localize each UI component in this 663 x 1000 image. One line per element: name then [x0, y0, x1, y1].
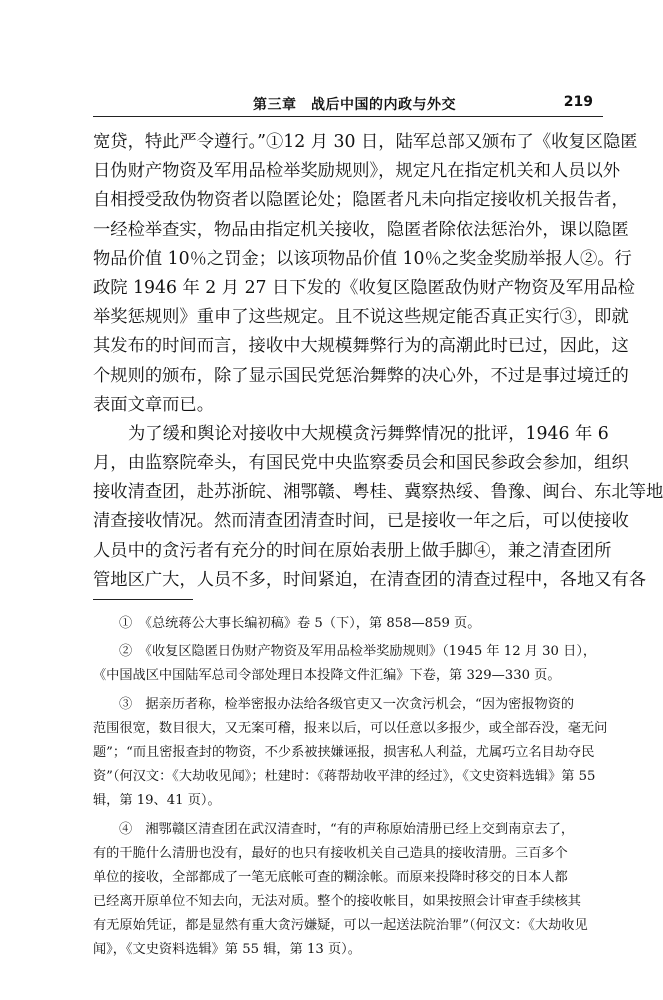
- footnote-line: 资”（何汉文：《大劫收见闻》；杜建时：《蒋帮劫收平津的经过》，《文史资料选辑》第 55: [93, 769, 596, 785]
- page-number: 219: [563, 94, 593, 110]
- text-line: 举奖惩规则》重申了这些规定。且不说这些规定能否真正实行③，即就: [93, 307, 629, 328]
- text-line: 其发布的时间而言，接收中大规模舞弊行为的高潮此时已过，因此，这: [93, 336, 629, 357]
- footnote-4: [93, 818, 603, 963]
- footnote-line: 有无原始凭证，都是显然有重大贪污嫌疑，可以一起送法院治罪”（何汉文：《大劫收见: [93, 918, 588, 934]
- footnote-2: [93, 640, 603, 688]
- footnote-line: 闻》，《文史资料选辑》第 55 辑，第 13 页）。: [93, 942, 361, 958]
- text-line: 物品价值 10％之罚金；以该项物品价值 10％之奖金奖励举报人②。行: [93, 248, 632, 269]
- text-line: 日伪财产物资及军用品检举奖励规则》，规定凡在指定机关和人员以外: [93, 161, 621, 182]
- text-line: 一经检举查实，物品由指定机关接收，隐匿者除依法惩治外，课以隐匿: [93, 219, 629, 240]
- footnote-line: ② 《收复区隐匿日伪财产物资及军用品检举奖励规则》（1945 年 12 月 30 日），: [119, 644, 597, 660]
- footnote-line: 单位的接收，全部都成了一笔无底帐可查的糊涂帐。而原来投降时移交的日本人都: [93, 869, 568, 885]
- footnote-line: ① 《总统蒋公大事长编初稿》卷 5（下），第 858—859 页。: [119, 616, 481, 631]
- text-line: 接收清查团，赴苏浙皖、湘鄂赣、粤桂、冀察热绥、鲁豫、闽台、东北等地: [93, 482, 663, 503]
- footnote-1: [93, 612, 603, 636]
- paragraph-1: [93, 128, 638, 420]
- footnote-line: ④ 湘鄂赣区清查团在武汉清查时，“有的声称原始清册已经上交到南京去了，: [119, 821, 575, 837]
- running-header: [93, 92, 603, 116]
- footnote-line: 已经离开原单位不知去向，无法对质。整个的接收帐目，如果按照会计审查手续核其: [93, 894, 581, 910]
- footnote-rule: [93, 599, 193, 600]
- text-line: 个规则的颁布，除了显示国民党惩治舞弊的决心外，不过是事过境迁的: [93, 365, 629, 386]
- footnotes: [93, 612, 608, 967]
- text-line: 月，由监察院牵头，有国民党中央监察委员会和国民参政会参加，组织: [93, 453, 629, 474]
- body-text: [93, 128, 663, 595]
- footnote-line: 范围很宽，数目很大，又无案可稽，报来以后，可以任意以多报少，或全部吞没，毫无问: [93, 720, 608, 736]
- text-line: 自相授受敌伪物资者以隐匿论处；隐匿者凡未向指定接收机关报告者，: [93, 190, 629, 211]
- paragraph-2: [93, 420, 663, 595]
- text-line: 人员中的贪污者有充分的时间在原始表册上做手脚④，兼之清查团所: [93, 540, 612, 561]
- text-line: 宽贷，特此严令遵行。”①12 月 30 日，陆军总部又颁布了《收复区隐匿: [93, 132, 638, 152]
- text-line: 清查接收情况。然而清查团清查时间，已是接收一年之后，可以使接收: [93, 511, 629, 532]
- footnote-line: ③ 据亲历者称，检举密报办法给各级官吏又一次贪污机会，“因为密报物资的: [119, 696, 575, 712]
- text-line: 管地区广大，人员不多，时间紧迫，在清查团的清查过程中，各地又有各: [93, 569, 647, 590]
- footnote-line: 有的干脆什么清册也没有，最好的也只有接收机关自己造具的接收清册。三百多个: [93, 845, 568, 861]
- text-line: 为了缓和舆论对接收中大规模贪污舞弊情况的批评，1946 年 6: [128, 423, 609, 444]
- text-line: 政院 1946 年 2 月 27 日下发的《收复区隐匿敌伪财产物资及军用品检: [93, 277, 635, 298]
- header-rule: [93, 116, 603, 117]
- footnote-3: [93, 693, 608, 814]
- footnote-line: 辑，第 19、41 页）。: [93, 793, 221, 809]
- chapter-title: 第三章 战后中国的内政与外交: [253, 97, 456, 113]
- text-line: 表面文章而已。: [93, 394, 214, 415]
- footnote-line: 题”；“而且密报查封的物资，不少系被挟嫌诬报，损害私人利益，尤属巧立名目劫夺民: [93, 744, 595, 760]
- footnote-line: 《中国战区中国陆军总司令部处理日本投降文件汇编》下卷，第 329—330 页。: [93, 668, 561, 684]
